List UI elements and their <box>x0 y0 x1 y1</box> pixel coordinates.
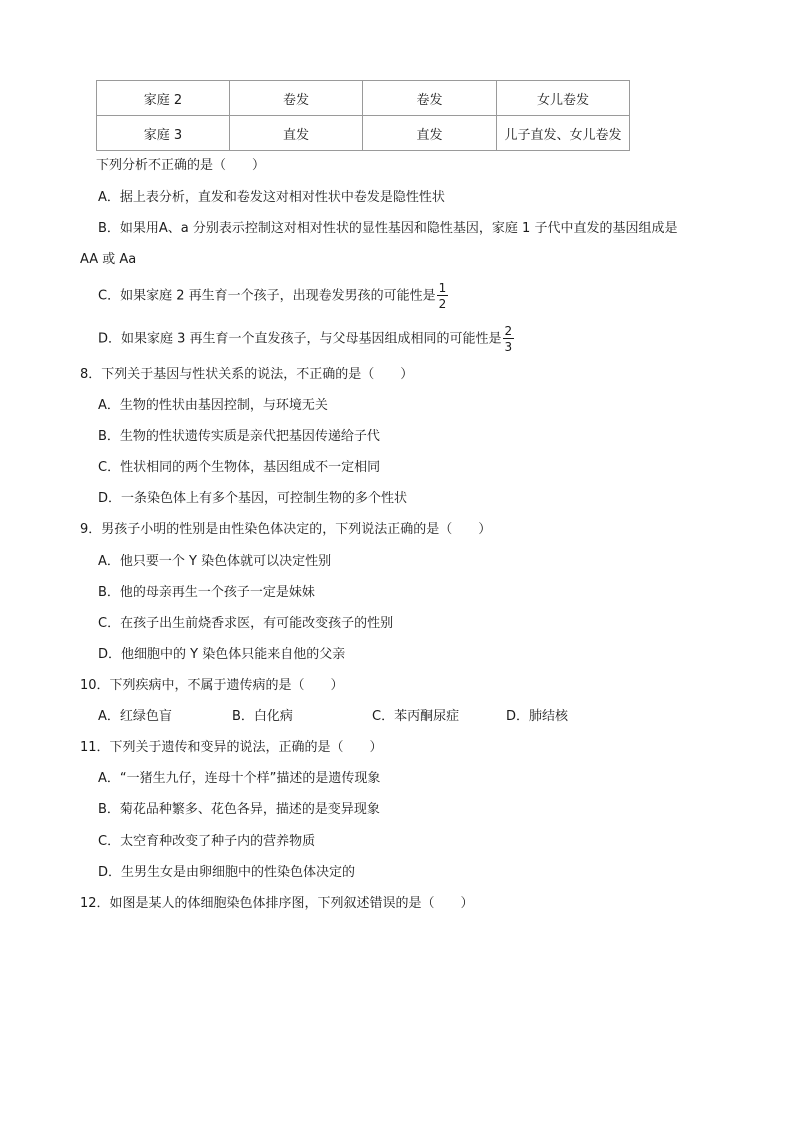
q11-option-b: B．菊花品种繁多、花色各异，描述的是变异现象 <box>98 802 380 817</box>
table-cell: 女儿卷发 <box>497 81 630 116</box>
q8-option-c: C．性状相同的两个生物体，基因组成不一定相同 <box>98 460 381 475</box>
q7-option-d-text: D．如果家庭 3 再生育一个直发孩子，与父母基因组成相同的可能性是 <box>98 331 502 347</box>
q11-option-d: D．生男生女是由卵细胞中的性染色体决定的 <box>98 865 356 880</box>
q9-stem: 9．男孩子小明的性别是由性染色体决定的，下列说法正确的是（ ） <box>80 522 492 537</box>
fraction-numerator: 1 <box>438 281 447 295</box>
fraction-two-thirds <box>503 325 515 353</box>
q9-option-b: B．他的母亲再生一个孩子一定是妹妹 <box>98 585 315 600</box>
q8-option-a: A．生物的性状由基因控制，与环境无关 <box>98 398 328 413</box>
q8-option-b: B．生物的性状遗传实质是亲代把基因传递给子代 <box>98 429 380 444</box>
family-table <box>96 80 630 151</box>
q7-option-b-continued: AA 或 Aa <box>80 252 137 267</box>
table-row <box>97 81 630 116</box>
q10-option-a: A．红绿色盲 <box>98 709 172 724</box>
fraction-numerator: 2 <box>504 324 513 338</box>
q10-option-d: D．肺结核 <box>506 709 569 724</box>
q7-option-a: A．据上表分析，直发和卷发这对相对性状中卷发是隐性性状 <box>98 190 445 205</box>
table-cell: 家庭 3 <box>97 116 230 151</box>
q8-option-d: D．一条染色体上有多个基因，可控制生物的多个性状 <box>98 491 408 506</box>
table-cell: 卷发 <box>363 81 497 116</box>
q11-stem: 11．下列关于遗传和变异的说法，正确的是（ ） <box>80 740 383 755</box>
q8-stem: 8．下列关于基因与性状关系的说法，不正确的是（ ） <box>80 367 414 382</box>
table-row <box>97 116 630 151</box>
table-cell: 家庭 2 <box>97 81 230 116</box>
fraction-denominator: 2 <box>438 297 447 311</box>
q7-option-d <box>98 325 514 353</box>
table-cell: 直发 <box>363 116 497 151</box>
q9-option-a: A．他只要一个 Y 染色体就可以决定性别 <box>98 554 332 569</box>
table-cell: 儿子直发、女儿卷发 <box>497 116 630 151</box>
q10-option-b: B．白化病 <box>232 709 293 724</box>
q11-option-a: A．“一猪生九仔，连母十个样”描述的是遗传现象 <box>98 771 381 786</box>
fraction-denominator: 3 <box>504 340 513 354</box>
q12-stem: 12．如图是某人的体细胞染色体排序图，下列叙述错误的是（ ） <box>80 896 474 911</box>
q11-option-c: C．太空育种改变了种子内的营养物质 <box>98 834 316 849</box>
q7-option-c-text: C．如果家庭 2 再生育一个孩子，出现卷发男孩的可能性是 <box>98 288 436 304</box>
q9-option-d: D．他细胞中的 Y 染色体只能来自他的父亲 <box>98 647 346 662</box>
q7-option-c <box>98 282 448 310</box>
q7-option-b: B．如果用A、a 分别表示控制这对相对性状的显性基因和隐性基因，家庭 1 子代中直发的基因组成是 <box>98 221 678 236</box>
table-cell: 卷发 <box>230 81 363 116</box>
q7-stem: 下列分析不正确的是（ ） <box>96 158 266 173</box>
table-cell: 直发 <box>230 116 363 151</box>
q10-stem: 10．下列疾病中，不属于遗传病的是（ ） <box>80 678 344 693</box>
fraction-one-half <box>437 282 449 310</box>
q9-option-c: C．在孩子出生前烧香求医，有可能改变孩子的性别 <box>98 616 394 631</box>
q10-option-c: C．苯丙酮尿症 <box>372 709 460 724</box>
